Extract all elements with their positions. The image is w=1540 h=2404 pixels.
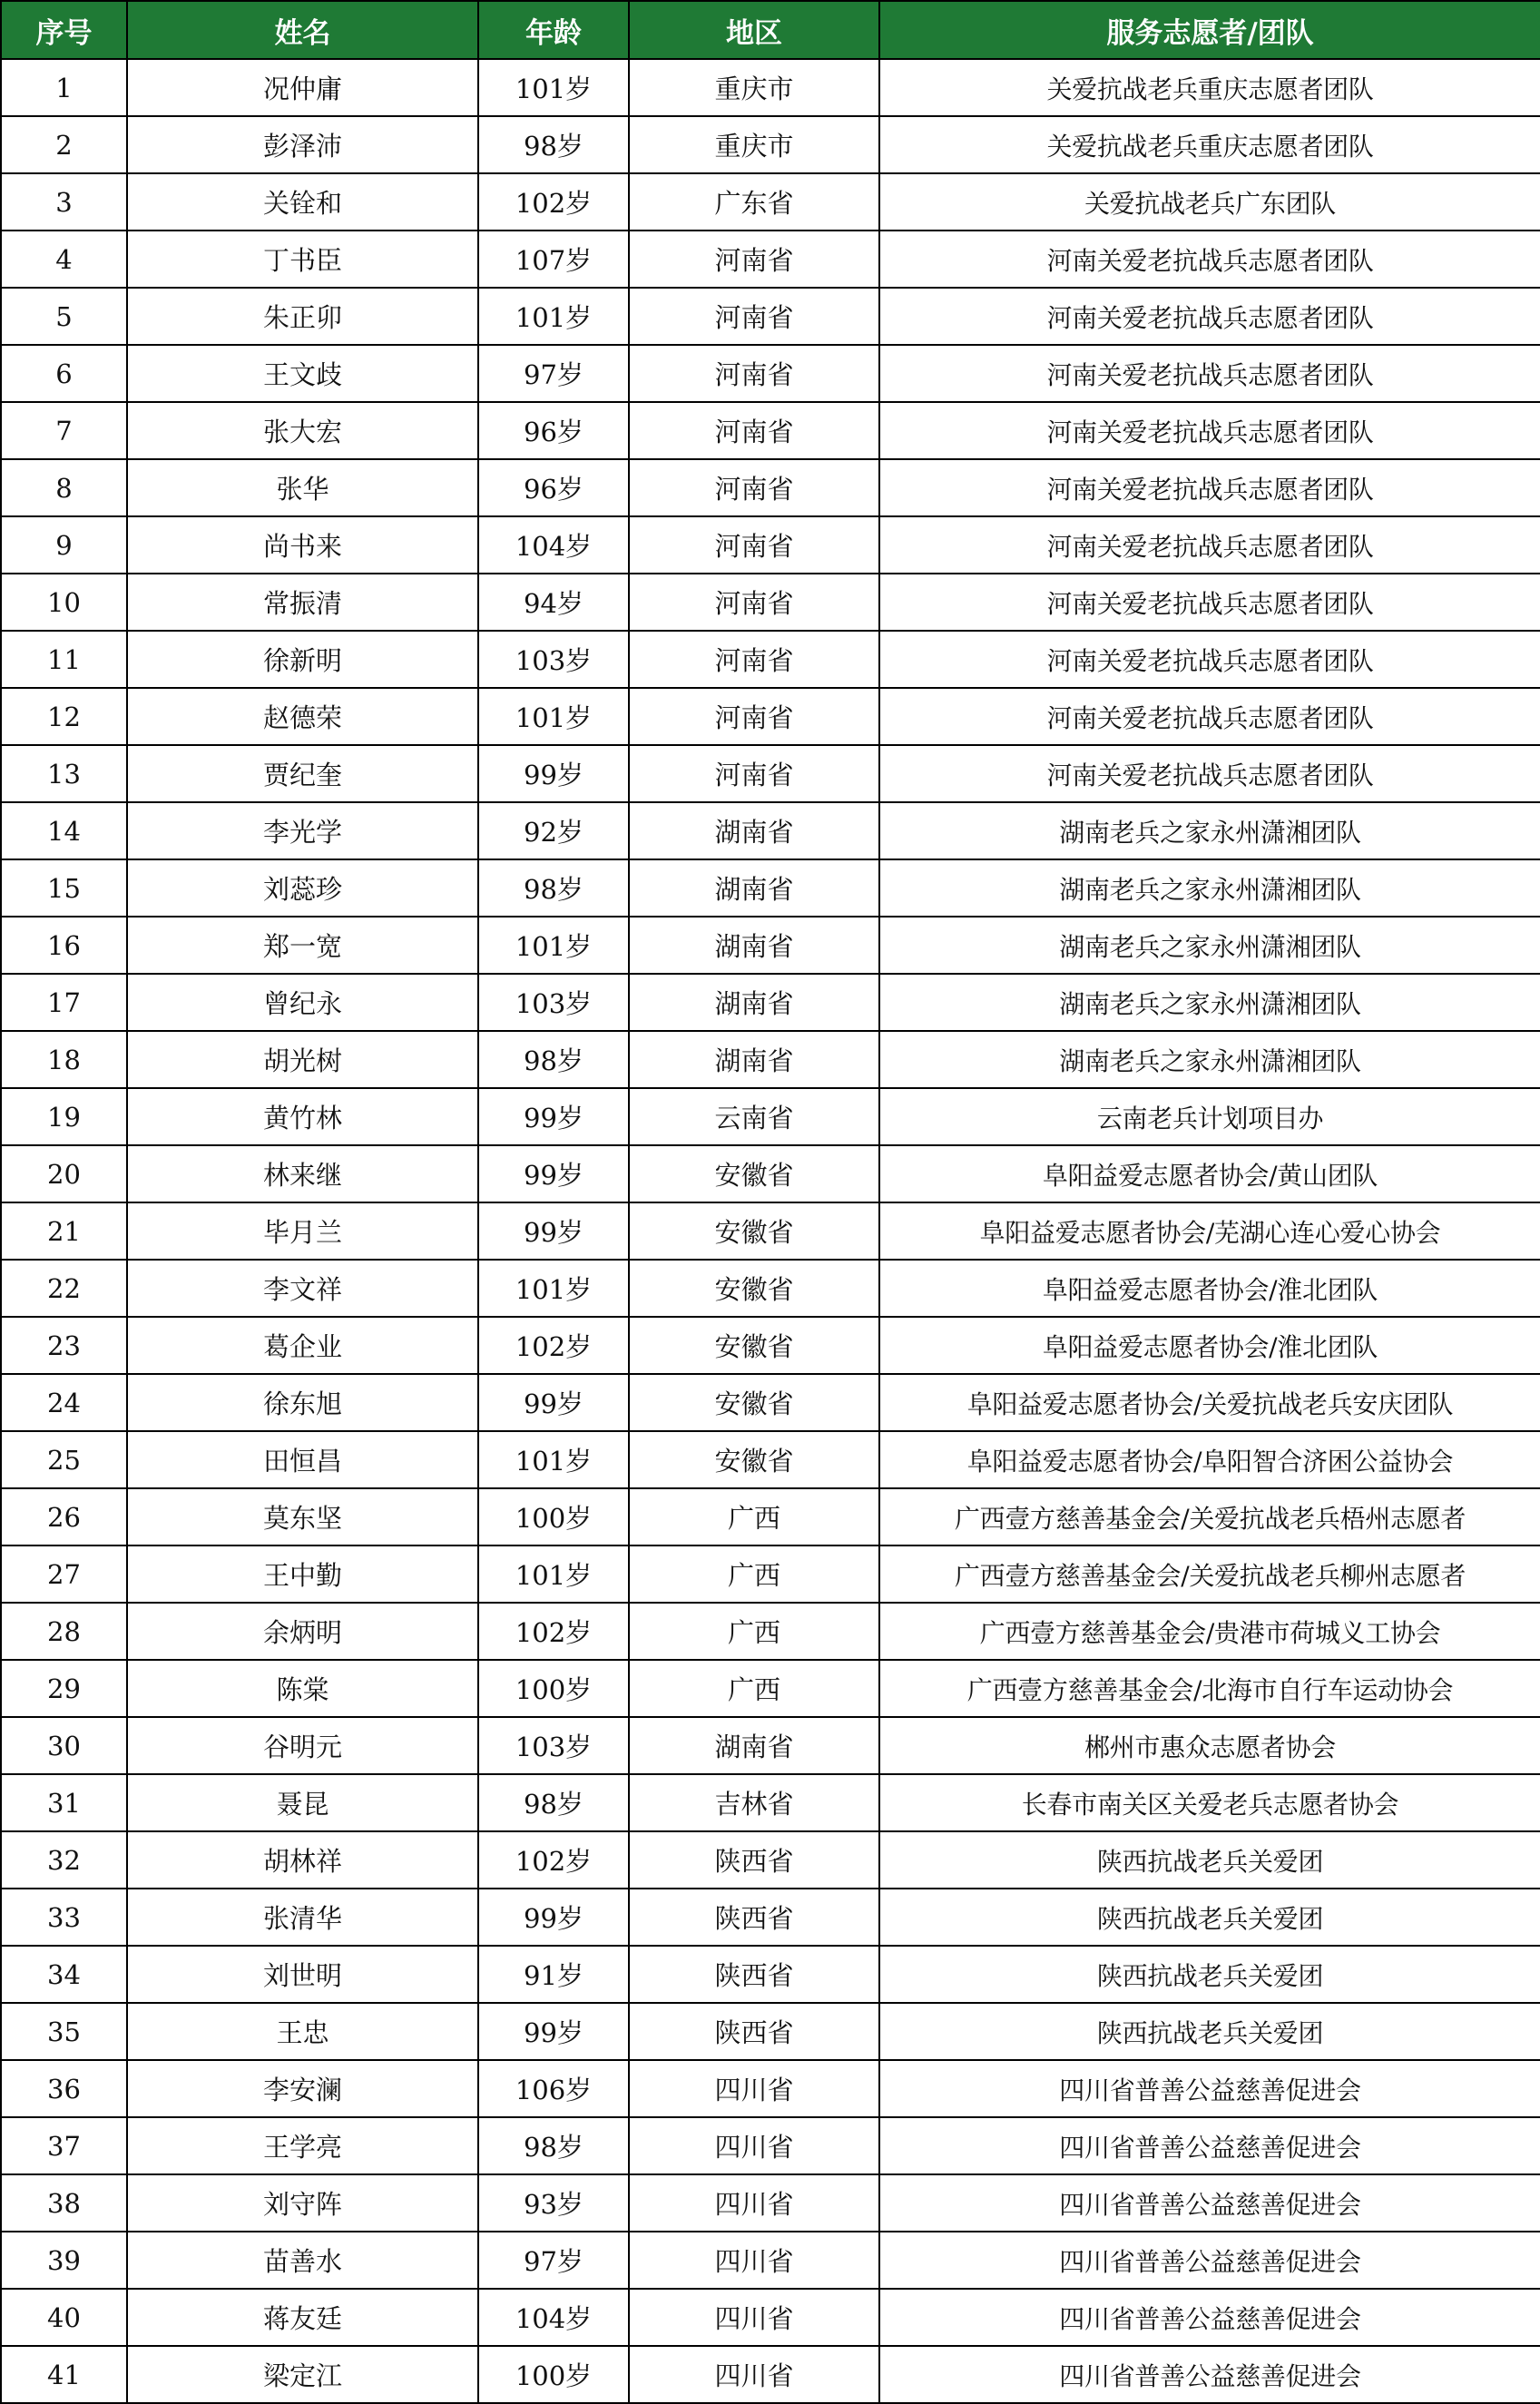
serial-number-cell: 2 bbox=[1, 116, 127, 173]
table-row bbox=[1, 1488, 1540, 1545]
volunteer-team-cell: 四川省普善公益慈善促进会 bbox=[879, 2346, 1540, 2403]
age-cell: 93岁 bbox=[478, 2174, 629, 2232]
volunteer-team-cell: 广西壹方慈善基金会/关爱抗战老兵梧州志愿者 bbox=[879, 1488, 1540, 1545]
header-volunteer-team: 服务志愿者/团队 bbox=[879, 1, 1540, 59]
table-row bbox=[1, 1317, 1540, 1374]
serial-number-cell: 40 bbox=[1, 2289, 127, 2346]
region-cell: 广西 bbox=[629, 1545, 879, 1603]
region-cell: 河南省 bbox=[629, 402, 879, 459]
volunteer-team-cell: 河南关爱老抗战兵志愿者团队 bbox=[879, 231, 1540, 288]
region-cell: 陕西省 bbox=[629, 1946, 879, 2003]
region-cell: 四川省 bbox=[629, 2060, 879, 2117]
serial-number-cell: 30 bbox=[1, 1717, 127, 1774]
volunteer-team-cell: 关爱抗战老兵重庆志愿者团队 bbox=[879, 59, 1540, 116]
age-cell: 103岁 bbox=[478, 631, 629, 688]
table-row bbox=[1, 2289, 1540, 2346]
name-cell: 蒋友廷 bbox=[127, 2289, 478, 2346]
name-cell: 郑一宽 bbox=[127, 917, 478, 974]
name-cell: 丁书臣 bbox=[127, 231, 478, 288]
age-cell: 98岁 bbox=[478, 1774, 629, 1831]
age-cell: 99岁 bbox=[478, 745, 629, 802]
serial-number-cell: 28 bbox=[1, 1603, 127, 1660]
serial-number-cell: 24 bbox=[1, 1374, 127, 1431]
region-cell: 河南省 bbox=[629, 345, 879, 402]
table-row bbox=[1, 631, 1540, 688]
volunteer-team-cell: 长春市南关区关爱老兵志愿者协会 bbox=[879, 1774, 1540, 1831]
serial-number-cell: 33 bbox=[1, 1889, 127, 1946]
name-cell: 陈棠 bbox=[127, 1660, 478, 1717]
table-row bbox=[1, 2232, 1540, 2289]
age-cell: 101岁 bbox=[478, 288, 629, 345]
name-cell: 徐新明 bbox=[127, 631, 478, 688]
name-cell: 贾纪奎 bbox=[127, 745, 478, 802]
volunteer-team-cell: 陕西抗战老兵关爱团 bbox=[879, 1946, 1540, 2003]
volunteer-team-cell: 湖南老兵之家永州潇湘团队 bbox=[879, 917, 1540, 974]
region-cell: 广西 bbox=[629, 1660, 879, 1717]
table-row bbox=[1, 1374, 1540, 1431]
volunteer-team-cell: 湖南老兵之家永州潇湘团队 bbox=[879, 802, 1540, 859]
table-row bbox=[1, 116, 1540, 173]
volunteer-team-cell: 四川省普善公益慈善促进会 bbox=[879, 2174, 1540, 2232]
region-cell: 安徽省 bbox=[629, 1374, 879, 1431]
age-cell: 104岁 bbox=[478, 516, 629, 574]
name-cell: 曾纪永 bbox=[127, 974, 478, 1031]
serial-number-cell: 29 bbox=[1, 1660, 127, 1717]
name-cell: 王学亮 bbox=[127, 2117, 478, 2174]
table-row bbox=[1, 59, 1540, 116]
name-cell: 葛企业 bbox=[127, 1317, 478, 1374]
table-row bbox=[1, 859, 1540, 917]
table-row bbox=[1, 1545, 1540, 1603]
region-cell: 河南省 bbox=[629, 688, 879, 745]
name-cell: 胡林祥 bbox=[127, 1831, 478, 1889]
age-cell: 102岁 bbox=[478, 1317, 629, 1374]
name-cell: 王中勤 bbox=[127, 1545, 478, 1603]
age-cell: 99岁 bbox=[478, 1889, 629, 1946]
region-cell: 安徽省 bbox=[629, 1202, 879, 1260]
region-cell: 湖南省 bbox=[629, 1031, 879, 1088]
table-row bbox=[1, 2003, 1540, 2060]
age-cell: 102岁 bbox=[478, 1603, 629, 1660]
age-cell: 98岁 bbox=[478, 859, 629, 917]
volunteer-team-cell: 阜阳益爱志愿者协会/阜阳智合济困公益协会 bbox=[879, 1431, 1540, 1488]
table-row bbox=[1, 1431, 1540, 1488]
age-cell: 101岁 bbox=[478, 917, 629, 974]
serial-number-cell: 3 bbox=[1, 173, 127, 231]
region-cell: 广东省 bbox=[629, 173, 879, 231]
age-cell: 97岁 bbox=[478, 345, 629, 402]
region-cell: 安徽省 bbox=[629, 1317, 879, 1374]
volunteer-team-cell: 关爱抗战老兵广东团队 bbox=[879, 173, 1540, 231]
name-cell: 李光学 bbox=[127, 802, 478, 859]
age-cell: 102岁 bbox=[478, 1831, 629, 1889]
volunteer-team-cell: 四川省普善公益慈善促进会 bbox=[879, 2232, 1540, 2289]
table-row bbox=[1, 459, 1540, 516]
name-cell: 赵德荣 bbox=[127, 688, 478, 745]
name-cell: 田恒昌 bbox=[127, 1431, 478, 1488]
table-row bbox=[1, 688, 1540, 745]
region-cell: 陕西省 bbox=[629, 1831, 879, 1889]
age-cell: 100岁 bbox=[478, 1488, 629, 1545]
region-cell: 安徽省 bbox=[629, 1260, 879, 1317]
table-row bbox=[1, 1031, 1540, 1088]
table-row bbox=[1, 173, 1540, 231]
table-row bbox=[1, 1603, 1540, 1660]
name-cell: 王忠 bbox=[127, 2003, 478, 2060]
serial-number-cell: 17 bbox=[1, 974, 127, 1031]
serial-number-cell: 32 bbox=[1, 1831, 127, 1889]
table-row bbox=[1, 745, 1540, 802]
age-cell: 101岁 bbox=[478, 59, 629, 116]
serial-number-cell: 14 bbox=[1, 802, 127, 859]
serial-number-cell: 37 bbox=[1, 2117, 127, 2174]
region-cell: 陕西省 bbox=[629, 2003, 879, 2060]
region-cell: 四川省 bbox=[629, 2232, 879, 2289]
serial-number-cell: 8 bbox=[1, 459, 127, 516]
volunteer-team-cell: 陕西抗战老兵关爱团 bbox=[879, 1831, 1540, 1889]
serial-number-cell: 16 bbox=[1, 917, 127, 974]
table-row bbox=[1, 1088, 1540, 1145]
serial-number-cell: 22 bbox=[1, 1260, 127, 1317]
age-cell: 98岁 bbox=[478, 116, 629, 173]
table-row bbox=[1, 1889, 1540, 1946]
name-cell: 毕月兰 bbox=[127, 1202, 478, 1260]
table-row bbox=[1, 1145, 1540, 1202]
age-cell: 98岁 bbox=[478, 1031, 629, 1088]
region-cell: 河南省 bbox=[629, 288, 879, 345]
table-row bbox=[1, 2060, 1540, 2117]
serial-number-cell: 21 bbox=[1, 1202, 127, 1260]
volunteer-team-cell: 广西壹方慈善基金会/贵港市荷城义工协会 bbox=[879, 1603, 1540, 1660]
name-cell: 关铨和 bbox=[127, 173, 478, 231]
header-region: 地区 bbox=[629, 1, 879, 59]
serial-number-cell: 34 bbox=[1, 1946, 127, 2003]
serial-number-cell: 7 bbox=[1, 402, 127, 459]
region-cell: 云南省 bbox=[629, 1088, 879, 1145]
region-cell: 湖南省 bbox=[629, 859, 879, 917]
volunteer-team-cell: 关爱抗战老兵重庆志愿者团队 bbox=[879, 116, 1540, 173]
age-cell: 104岁 bbox=[478, 2289, 629, 2346]
serial-number-cell: 12 bbox=[1, 688, 127, 745]
name-cell: 刘蕊珍 bbox=[127, 859, 478, 917]
age-cell: 99岁 bbox=[478, 1374, 629, 1431]
volunteer-team-cell: 四川省普善公益慈善促进会 bbox=[879, 2060, 1540, 2117]
table-row bbox=[1, 1260, 1540, 1317]
name-cell: 张大宏 bbox=[127, 402, 478, 459]
region-cell: 安徽省 bbox=[629, 1431, 879, 1488]
region-cell: 河南省 bbox=[629, 459, 879, 516]
volunteer-team-cell: 河南关爱老抗战兵志愿者团队 bbox=[879, 459, 1540, 516]
serial-number-cell: 35 bbox=[1, 2003, 127, 2060]
region-cell: 河南省 bbox=[629, 745, 879, 802]
volunteer-team-cell: 湖南老兵之家永州潇湘团队 bbox=[879, 1031, 1540, 1088]
name-cell: 莫东坚 bbox=[127, 1488, 478, 1545]
serial-number-cell: 31 bbox=[1, 1774, 127, 1831]
age-cell: 94岁 bbox=[478, 574, 629, 631]
table-row bbox=[1, 802, 1540, 859]
volunteer-team-cell: 广西壹方慈善基金会/北海市自行车运动协会 bbox=[879, 1660, 1540, 1717]
volunteer-team-cell: 河南关爱老抗战兵志愿者团队 bbox=[879, 745, 1540, 802]
region-cell: 河南省 bbox=[629, 631, 879, 688]
header-row bbox=[1, 1, 1540, 59]
serial-number-cell: 26 bbox=[1, 1488, 127, 1545]
age-cell: 101岁 bbox=[478, 1431, 629, 1488]
volunteer-team-cell: 阜阳益爱志愿者协会/关爱抗战老兵安庆团队 bbox=[879, 1374, 1540, 1431]
volunteer-team-cell: 阜阳益爱志愿者协会/淮北团队 bbox=[879, 1317, 1540, 1374]
age-cell: 91岁 bbox=[478, 1946, 629, 2003]
region-cell: 广西 bbox=[629, 1603, 879, 1660]
age-cell: 99岁 bbox=[478, 1088, 629, 1145]
serial-number-cell: 4 bbox=[1, 231, 127, 288]
table-row bbox=[1, 2117, 1540, 2174]
volunteer-team-cell: 四川省普善公益慈善促进会 bbox=[879, 2117, 1540, 2174]
table-row bbox=[1, 288, 1540, 345]
name-cell: 刘守阵 bbox=[127, 2174, 478, 2232]
name-cell: 林来继 bbox=[127, 1145, 478, 1202]
region-cell: 四川省 bbox=[629, 2346, 879, 2403]
age-cell: 99岁 bbox=[478, 1145, 629, 1202]
region-cell: 四川省 bbox=[629, 2174, 879, 2232]
table-row bbox=[1, 345, 1540, 402]
region-cell: 安徽省 bbox=[629, 1145, 879, 1202]
region-cell: 湖南省 bbox=[629, 802, 879, 859]
table-row bbox=[1, 1946, 1540, 2003]
serial-number-cell: 9 bbox=[1, 516, 127, 574]
age-cell: 99岁 bbox=[478, 1202, 629, 1260]
table-row bbox=[1, 1202, 1540, 1260]
volunteer-team-cell: 河南关爱老抗战兵志愿者团队 bbox=[879, 516, 1540, 574]
volunteer-team-cell: 陕西抗战老兵关爱团 bbox=[879, 2003, 1540, 2060]
age-cell: 101岁 bbox=[478, 1545, 629, 1603]
table-header bbox=[1, 1, 1540, 59]
volunteer-team-cell: 阜阳益爱志愿者协会/黄山团队 bbox=[879, 1145, 1540, 1202]
table-row bbox=[1, 1660, 1540, 1717]
name-cell: 徐东旭 bbox=[127, 1374, 478, 1431]
serial-number-cell: 27 bbox=[1, 1545, 127, 1603]
header-age: 年龄 bbox=[478, 1, 629, 59]
region-cell: 重庆市 bbox=[629, 116, 879, 173]
name-cell: 胡光树 bbox=[127, 1031, 478, 1088]
serial-number-cell: 23 bbox=[1, 1317, 127, 1374]
table-row bbox=[1, 2346, 1540, 2403]
serial-number-cell: 20 bbox=[1, 1145, 127, 1202]
volunteer-team-cell: 云南老兵计划项目办 bbox=[879, 1088, 1540, 1145]
table-row bbox=[1, 1774, 1540, 1831]
volunteer-team-cell: 河南关爱老抗战兵志愿者团队 bbox=[879, 288, 1540, 345]
serial-number-cell: 5 bbox=[1, 288, 127, 345]
serial-number-cell: 11 bbox=[1, 631, 127, 688]
region-cell: 河南省 bbox=[629, 231, 879, 288]
age-cell: 107岁 bbox=[478, 231, 629, 288]
name-cell: 常振清 bbox=[127, 574, 478, 631]
age-cell: 103岁 bbox=[478, 1717, 629, 1774]
serial-number-cell: 15 bbox=[1, 859, 127, 917]
serial-number-cell: 39 bbox=[1, 2232, 127, 2289]
volunteer-team-cell: 湖南老兵之家永州潇湘团队 bbox=[879, 859, 1540, 917]
volunteer-team-cell: 阜阳益爱志愿者协会/芜湖心连心爱心协会 bbox=[879, 1202, 1540, 1260]
region-cell: 河南省 bbox=[629, 516, 879, 574]
table-row bbox=[1, 231, 1540, 288]
serial-number-cell: 36 bbox=[1, 2060, 127, 2117]
table-row bbox=[1, 917, 1540, 974]
table-row bbox=[1, 516, 1540, 574]
serial-number-cell: 13 bbox=[1, 745, 127, 802]
serial-number-cell: 6 bbox=[1, 345, 127, 402]
age-cell: 101岁 bbox=[478, 1260, 629, 1317]
region-cell: 四川省 bbox=[629, 2117, 879, 2174]
serial-number-cell: 18 bbox=[1, 1031, 127, 1088]
age-cell: 99岁 bbox=[478, 2003, 629, 2060]
region-cell: 陕西省 bbox=[629, 1889, 879, 1946]
table-row bbox=[1, 402, 1540, 459]
serial-number-cell: 38 bbox=[1, 2174, 127, 2232]
name-cell: 彭泽沛 bbox=[127, 116, 478, 173]
region-cell: 湖南省 bbox=[629, 974, 879, 1031]
table-row bbox=[1, 2174, 1540, 2232]
region-cell: 湖南省 bbox=[629, 917, 879, 974]
name-cell: 朱正卯 bbox=[127, 288, 478, 345]
region-cell: 重庆市 bbox=[629, 59, 879, 116]
region-cell: 广西 bbox=[629, 1488, 879, 1545]
serial-number-cell: 19 bbox=[1, 1088, 127, 1145]
age-cell: 96岁 bbox=[478, 402, 629, 459]
age-cell: 92岁 bbox=[478, 802, 629, 859]
volunteer-team-cell: 河南关爱老抗战兵志愿者团队 bbox=[879, 574, 1540, 631]
table-row bbox=[1, 574, 1540, 631]
table-row bbox=[1, 974, 1540, 1031]
volunteer-team-cell: 河南关爱老抗战兵志愿者团队 bbox=[879, 345, 1540, 402]
table-row bbox=[1, 1717, 1540, 1774]
name-cell: 张华 bbox=[127, 459, 478, 516]
header-name: 姓名 bbox=[127, 1, 478, 59]
name-cell: 况仲庸 bbox=[127, 59, 478, 116]
name-cell: 张清华 bbox=[127, 1889, 478, 1946]
volunteer-team-cell: 郴州市惠众志愿者协会 bbox=[879, 1717, 1540, 1774]
volunteer-team-cell: 河南关爱老抗战兵志愿者团队 bbox=[879, 688, 1540, 745]
serial-number-cell: 10 bbox=[1, 574, 127, 631]
volunteer-team-cell: 河南关爱老抗战兵志愿者团队 bbox=[879, 631, 1540, 688]
name-cell: 尚书来 bbox=[127, 516, 478, 574]
region-cell: 吉林省 bbox=[629, 1774, 879, 1831]
volunteer-team-cell: 四川省普善公益慈善促进会 bbox=[879, 2289, 1540, 2346]
name-cell: 余炳明 bbox=[127, 1603, 478, 1660]
name-cell: 李文祥 bbox=[127, 1260, 478, 1317]
age-cell: 102岁 bbox=[478, 173, 629, 231]
header-serial-number: 序号 bbox=[1, 1, 127, 59]
volunteer-team-cell: 河南关爱老抗战兵志愿者团队 bbox=[879, 402, 1540, 459]
age-cell: 98岁 bbox=[478, 2117, 629, 2174]
serial-number-cell: 1 bbox=[1, 59, 127, 116]
name-cell: 刘世明 bbox=[127, 1946, 478, 2003]
serial-number-cell: 25 bbox=[1, 1431, 127, 1488]
name-cell: 聂昆 bbox=[127, 1774, 478, 1831]
age-cell: 106岁 bbox=[478, 2060, 629, 2117]
region-cell: 湖南省 bbox=[629, 1717, 879, 1774]
volunteer-team-cell: 陕西抗战老兵关爱团 bbox=[879, 1889, 1540, 1946]
volunteer-team-cell: 阜阳益爱志愿者协会/淮北团队 bbox=[879, 1260, 1540, 1317]
name-cell: 李安澜 bbox=[127, 2060, 478, 2117]
age-cell: 100岁 bbox=[478, 1660, 629, 1717]
volunteer-team-cell: 湖南老兵之家永州潇湘团队 bbox=[879, 974, 1540, 1031]
age-cell: 101岁 bbox=[478, 688, 629, 745]
table-row bbox=[1, 1831, 1540, 1889]
volunteer-team-cell: 广西壹方慈善基金会/关爱抗战老兵柳州志愿者 bbox=[879, 1545, 1540, 1603]
age-cell: 97岁 bbox=[478, 2232, 629, 2289]
region-cell: 河南省 bbox=[629, 574, 879, 631]
serial-number-cell: 41 bbox=[1, 2346, 127, 2403]
age-cell: 100岁 bbox=[478, 2346, 629, 2403]
age-cell: 96岁 bbox=[478, 459, 629, 516]
table-body bbox=[1, 59, 1540, 2403]
name-cell: 黄竹林 bbox=[127, 1088, 478, 1145]
name-cell: 谷明元 bbox=[127, 1717, 478, 1774]
region-cell: 四川省 bbox=[629, 2289, 879, 2346]
age-cell: 103岁 bbox=[478, 974, 629, 1031]
name-cell: 苗善水 bbox=[127, 2232, 478, 2289]
name-cell: 梁定江 bbox=[127, 2346, 478, 2403]
name-cell: 王文歧 bbox=[127, 345, 478, 402]
